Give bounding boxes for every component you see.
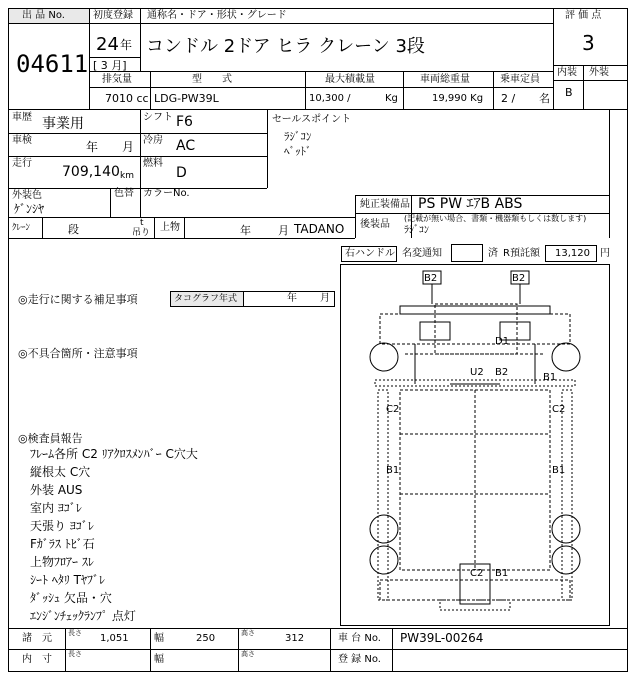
vehicle-diagram [340,264,610,626]
crane-ton: t [140,218,144,228]
inspector-line: Fｶﾞﾗｽ ﾄﾋﾞ石 [30,537,95,551]
recycle-label: R預託額 [503,248,540,259]
tacho-month: 月 [320,293,330,304]
tacho-year: 年 [287,293,297,304]
height-value: 312 [285,633,305,644]
inspection-year: 年 [86,140,99,154]
inspector-line: 室内 ﾖｺﾞﾚ [30,501,82,515]
seats-unit: 名 [539,92,550,105]
car-name-label: 通称名・ドア・形状・グレード [147,10,287,21]
name-change-box [451,244,483,262]
crane-label: ｸﾚｰﾝ [12,223,31,233]
sales-point-2: ﾍﾞｯﾄﾞ [284,145,312,158]
std-equip-value: PS PW ｴｱB ABS [418,196,523,212]
length-label: 長さ [68,629,82,637]
inner-dim-label: 内 寸 [22,654,52,665]
model-label: 型 式 [192,74,232,85]
inspector-title: ◎検査員報告 [18,432,83,445]
interior-label: 内装 [557,67,577,78]
sales-point-label: セールスポイント [272,114,352,125]
aftermarket-item: ﾗｼﾞｺﾝ [404,225,429,236]
sales-point-1: ﾗｼﾞｺﾝ [284,130,312,143]
upper-label: 上物 [160,222,180,233]
handle-value: 右ハンドル [345,248,395,259]
inspection-label: 車検 [12,135,32,146]
tacho-label: タコグラフ年式 [174,294,238,304]
exterior-label: 外装 [589,67,609,78]
separator-text: 済 [488,248,498,259]
fuel-label: 燃料 [143,158,163,169]
chassis-value: PW39L-00264 [400,631,484,645]
reg-month: [ 3 月] [93,59,127,72]
height-label: 高さ [241,629,255,637]
damage-marks [386,273,565,579]
ac-label: 冷房 [143,135,163,146]
reg-year: 24 [96,34,119,55]
mark-c2-right: C2 [552,404,566,415]
mileage-label: 走行 [12,158,32,169]
aftermarket-note: (記載が無い場合、書類・機器類もしくは数します) [404,214,587,223]
mark-b2-left: B2 [424,273,438,284]
shift-label: シフト [143,112,173,123]
recycle-unit: 円 [600,248,610,259]
inner-length-label: 長さ [68,650,82,658]
upper-month: 月 [278,224,289,237]
history-value: 事業用 [42,116,84,132]
mileage-unit: km [120,171,134,181]
mark-d1: D1 [495,336,510,347]
upper-maker: TADANO [294,222,345,236]
inspector-line: ｴﾝｼﾞﾝﾁｪｯｸﾗﾝﾌﾟ 点灯 [30,609,136,623]
running-remarks-title: ◎走行に関する補足事項 [18,293,138,306]
ac-value: AC [176,138,196,154]
max-load-value: 10,300 / [309,93,351,104]
first-reg-label: 初度登録 [93,10,133,21]
mark-c2-left: C2 [386,404,400,415]
mark-b2-right: B2 [512,273,526,284]
inspector-line: 天張り ﾖｺﾞﾚ [30,519,94,533]
inspector-line: 外装 AUS [30,483,83,497]
mark-u2: U2 [470,367,484,378]
model-value: LDG-PW39L [154,92,219,105]
inspection-month: 月 [122,140,135,154]
mark-b1-rear: B1 [495,568,509,579]
score-label: 評 価 点 [565,10,602,21]
mark-b1-right: B1 [552,465,566,476]
seats-label: 乗車定員 [500,74,540,85]
mark-b1-front-right: B1 [543,372,557,383]
mark-b1-left: B1 [386,465,400,476]
crane-hang: 吊り [132,228,151,238]
name-change-label: 名変通知 [402,248,442,259]
inspector-line: ｼｰﾄ ﾍﾀﾘ Tﾔﾌﾞﾚ [30,573,105,587]
specs-label: 諸 元 [22,633,52,644]
upper-year: 年 [240,224,251,237]
inner-width-label: 幅 [154,654,164,665]
fuel-value: D [176,165,187,181]
width-label: 幅 [154,633,164,644]
lot-label: 出 品 No. [22,10,65,21]
max-load-unit: Kg [385,93,398,104]
length-value: 1,051 [100,633,129,644]
seats-value: 2 / [501,92,516,105]
inspector-line: 縦根太 C穴 [30,465,91,479]
displacement-label: 排気量 [102,74,132,85]
shift-value: F6 [176,114,193,130]
color-value: ｹﾞﾝｼﾔ [14,202,45,216]
recycle-value: 13,120 [555,248,590,259]
gross-weight-label: 車両総重量 [420,74,470,85]
lot-number: 04611 [16,50,89,78]
aftermarket-label: 後装品 [360,219,390,230]
mark-c2-rear: C2 [470,568,484,579]
inspector-line: 上物ﾌﾛｱｰ ｽﾚ [30,555,94,569]
color-code-label: カラーNo. [143,188,190,199]
width-value: 250 [196,633,216,644]
interior-grade: B [565,86,573,99]
defect-title: ◎不具合箇所・注意事項 [18,347,138,360]
reg-no-label: 登 録 No. [338,654,381,665]
displacement-value: 7010 cc [105,92,149,105]
reg-year-unit: 年 [120,38,133,52]
inspector-line: ﾀﾞｯｼｭ 欠品・穴 [30,591,112,605]
mark-b2-cab: B2 [495,367,509,378]
mileage-value: 709,140 [62,164,120,180]
inspector-line: ﾌﾚｰﾑ各所 C2 ﾘｱｸﾛｽﾒﾝﾊﾞｰ C穴大 [30,447,198,461]
inner-height-label: 高さ [241,650,255,658]
history-label: 車歴 [12,112,32,123]
color-change-label: 色替 [114,188,134,199]
color-label: 外装色 [12,190,42,201]
gross-weight-value: 19,990 Kg [432,93,484,104]
crane-stage: 段 [68,223,79,236]
max-load-label: 最大積載量 [325,74,375,85]
car-name: コンドル 2ドア ヒラ クレーン 3段 [146,36,425,57]
std-equip-label: 純正装備品 [360,199,410,210]
score-value: 3 [582,31,595,55]
chassis-label: 車 台 No. [338,633,381,644]
